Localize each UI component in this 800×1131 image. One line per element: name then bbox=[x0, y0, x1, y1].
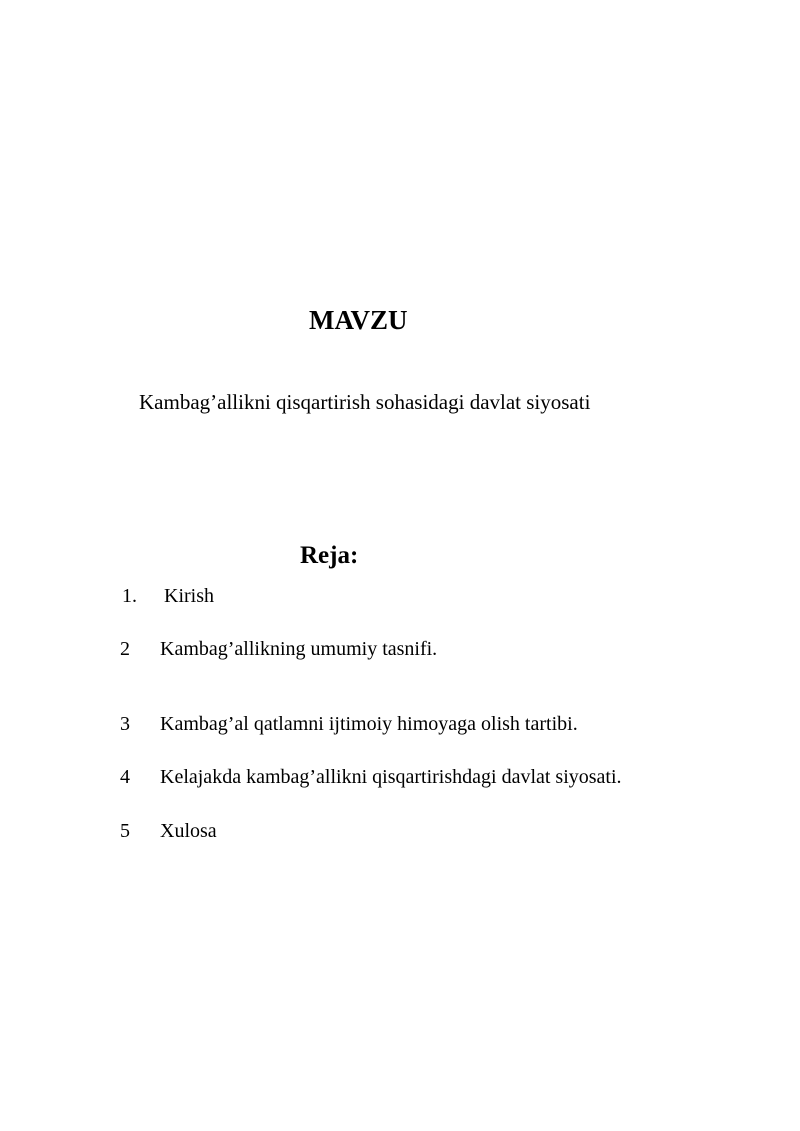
topic-title: Kambag’allikni qisqartirish sohasidagi davlat siyosati bbox=[139, 390, 591, 414]
plan-item-number: 4 bbox=[120, 766, 130, 788]
plan-item-text: Kirish bbox=[164, 585, 214, 607]
plan-item-number: 2 bbox=[120, 638, 130, 660]
plan-item bbox=[0, 636, 800, 662]
plan-item bbox=[0, 583, 800, 609]
plan-item-number: 5 bbox=[120, 820, 130, 842]
plan-item-number: 1. bbox=[122, 585, 137, 607]
plan-item-text: Kambag’al qatlamni ijtimoiy himoyaga olish tartibi. bbox=[160, 713, 578, 735]
plan-item-number: 3 bbox=[120, 713, 130, 735]
plan-heading: Reja: bbox=[300, 542, 359, 569]
topic-heading: MAVZU bbox=[309, 305, 408, 335]
plan-item-text: Kelajakda kambag’allikni qisqartirishdagi davlat siyosati. bbox=[160, 766, 622, 788]
plan-item-text: Xulosa bbox=[160, 820, 217, 842]
plan-item bbox=[0, 711, 800, 737]
plan-item bbox=[0, 818, 800, 844]
plan-item-text: Kambag’allikning umumiy tasnifi. bbox=[160, 638, 438, 660]
plan-item bbox=[0, 764, 800, 790]
